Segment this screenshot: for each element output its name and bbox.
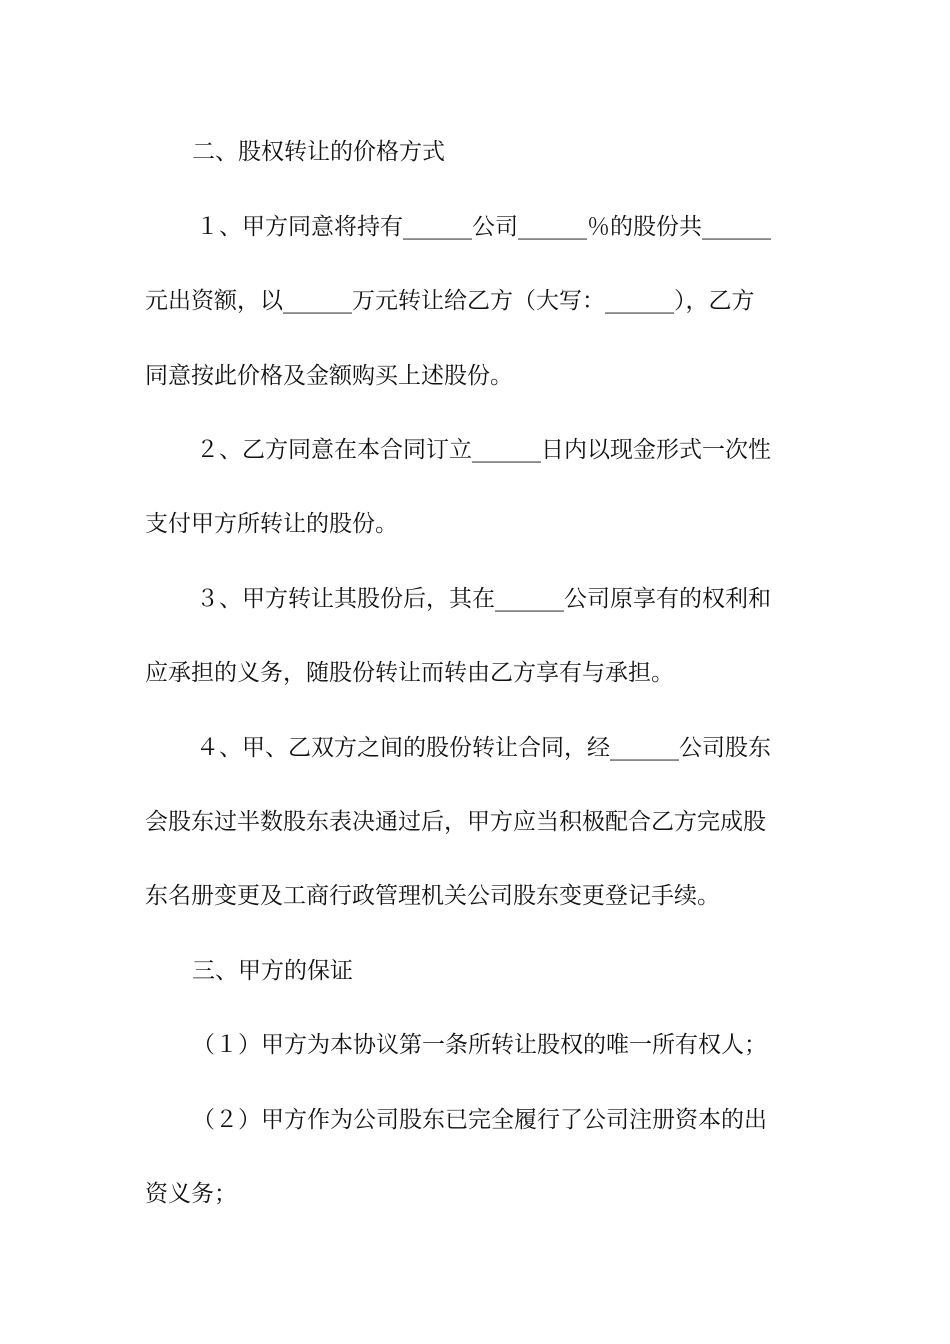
section-heading-price: 二、股权转让的价格方式: [192, 139, 445, 165]
clause-2-line-1: ２、乙方同意在本合同订立______日内以现金形式一次性: [196, 437, 771, 463]
clause-2-line-2: 支付甲方所转让的股份。: [145, 511, 398, 537]
clause-3-line-1: ３、甲方转让其股份后，其在______公司原享有的权利和: [196, 586, 771, 612]
guarantee-2-line-2: 资义务；: [145, 1181, 237, 1207]
clause-1-line-2: 元出资额，以______万元转让给乙方（大写：______），乙方: [145, 288, 755, 314]
clause-4-line-1: ４、甲、乙双方之间的股份转让合同，经______公司股东: [196, 735, 771, 761]
section-heading-guarantee: 三、甲方的保证: [192, 958, 353, 984]
clause-1-line-3: 同意按此价格及金额购买上述股份。: [145, 363, 513, 389]
clause-4-line-3: 东名册变更及工商行政管理机关公司股东变更登记手续。: [145, 883, 720, 909]
guarantee-1-line-1: （１）甲方为本协议第一条所转让股权的唯一所有权人；: [192, 1032, 767, 1058]
guarantee-2-line-1: （２）甲方作为公司股东已完全履行了公司注册资本的出: [192, 1107, 767, 1133]
clause-3-line-2: 应承担的义务，随股份转让而转由乙方享有与承担。: [145, 660, 674, 686]
clause-1-line-1: １、甲方同意将持有______公司______％的股份共______: [196, 214, 771, 240]
clause-4-line-2: 会股东过半数股东表决通过后，甲方应当积极配合乙方完成股: [145, 809, 766, 835]
